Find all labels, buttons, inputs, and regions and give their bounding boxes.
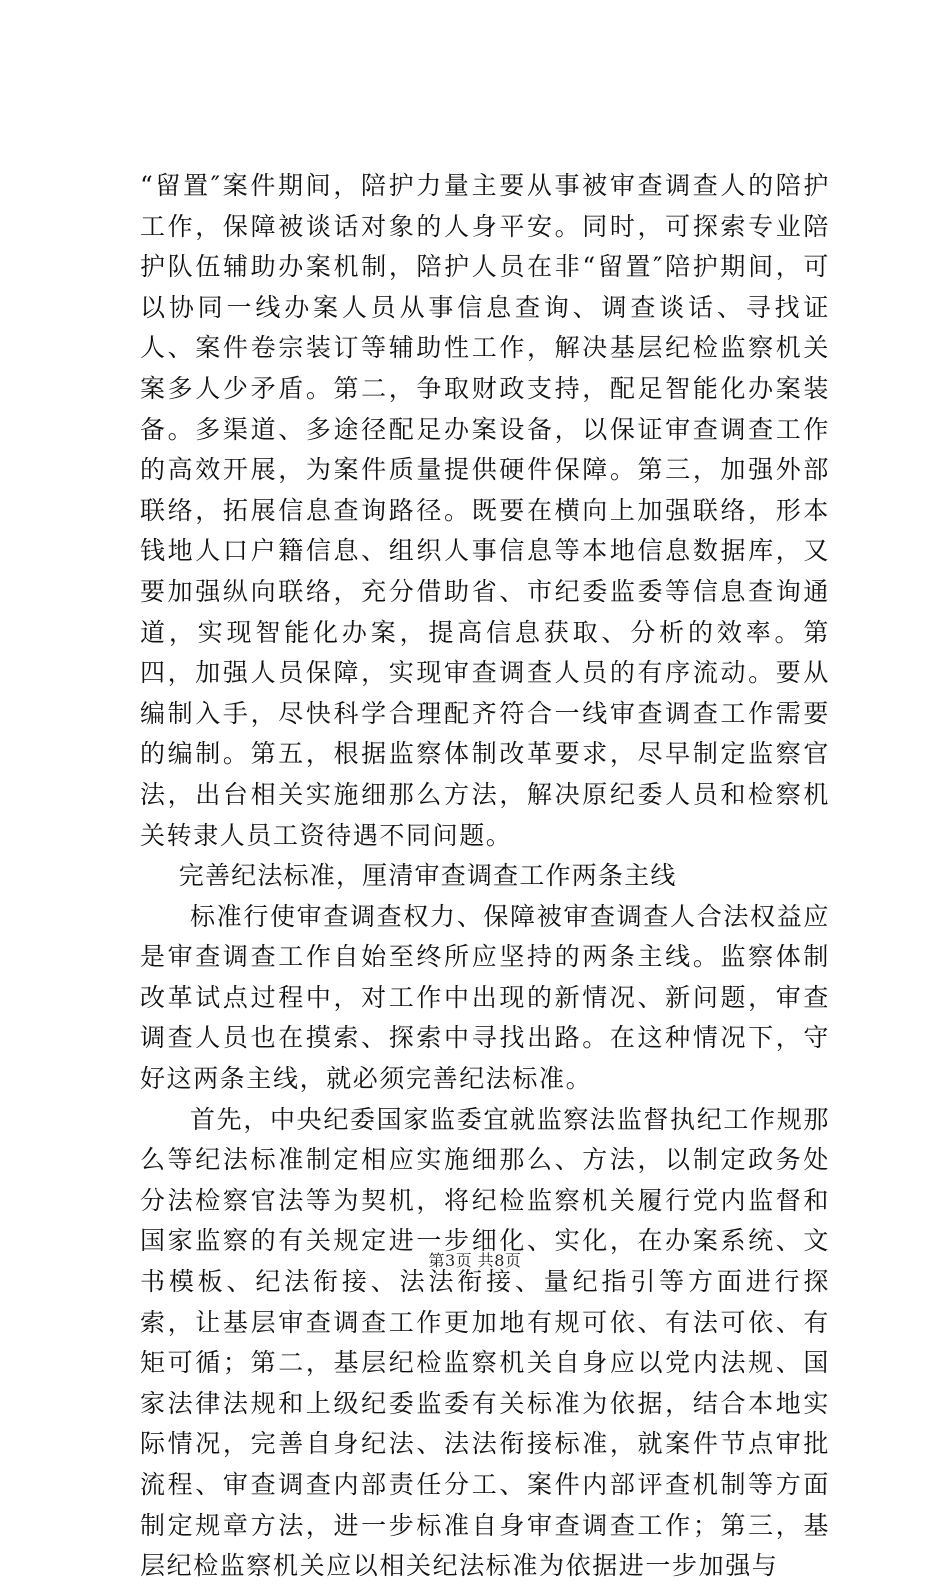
paragraph-two-main-lines: 标准行使审查调查权力、保障被审查调查人合法权益应是审查调查工作自始至终所应坚持的两条主线。监察体制改革试点过程中，对工作中出现的新情况、新问题，审查调查人员也在摸索、探索中寻找出路。在这种情况下，守好这两条主线，就必须完善纪法标准。: [140, 901, 830, 1094]
page-number-footer: 第3页 共8页: [428, 1251, 522, 1270]
document-body: [140, 166, 830, 1587]
paragraph-standards-measures: 首先，中央纪委国家监委宜就监察法监督执纪工作规那么等纪法标准制定相应实施细那么、方法，以制定政务处分法检察官法等为契机，将纪检监察机关履行党内监督和国家监察的有关规定进一步细化、实化，在办案系统、文书模板、纪法衔接、法法衔接、量纪指引等方面进行探索，让基层审查调查工作更加地有规可依、有法可依、有矩可循；第二，基层纪检监察机关自身应以党内法规、国家法律法规和上级纪委监委有关标准为依据，结合本地实际情况，完善自身纪法、法法衔接标准，就案件节点审批流程、审查调查内部责任分工、案件内部评查机制等方面制定规章方法，进一步标准自身审查调查工作；第三，基层纪检监察机关应以相关纪法标准为依据进一步加强与: [140, 1104, 830, 1581]
section-heading: 完善纪法标准，厘清审查调查工作两条主线: [178, 861, 677, 891]
paragraph-staffing-measures: “留置″案件期间，陪护力量主要从事被审查调查人的陪护工作，保障被谈话对象的人身平安。同时，可探索专业陪护队伍辅助办案机制，陪护人员在非“留置″陪护期间，可以协同一线办案人员从事信息查询、调查谈话、寻找证人、案件卷宗装订等辅助性工作，解决基层纪检监察机关案多人少矛盾。第二，争取财政支持，配足智能化办案装备。多渠道、多途径配足办案设备，以保证审查调查工作的高效开展，为案件质量提供硬件保障。第三，加强外部联络，拓展信息查询路径。既要在横向上加强联络，形本钱地人口户籍信息、组织人事信息等本地信息数据库，又要加强纵向联络，充分借助省、市纪委监委等信息查询通道，实现智能化办案，提高信息获取、分析的效率。第四，加强人员保障，实现审查调查人员的有序流动。要从编制入手，尽快科学合理配齐符合一线审查调查工作需要的编制。第五，根据监察体制改革要求，尽早制定监察官法，出台相关实施细那么方法，解决原纪委人员和检察机关转隶人员工资待遇不同问题。: [140, 171, 830, 850]
